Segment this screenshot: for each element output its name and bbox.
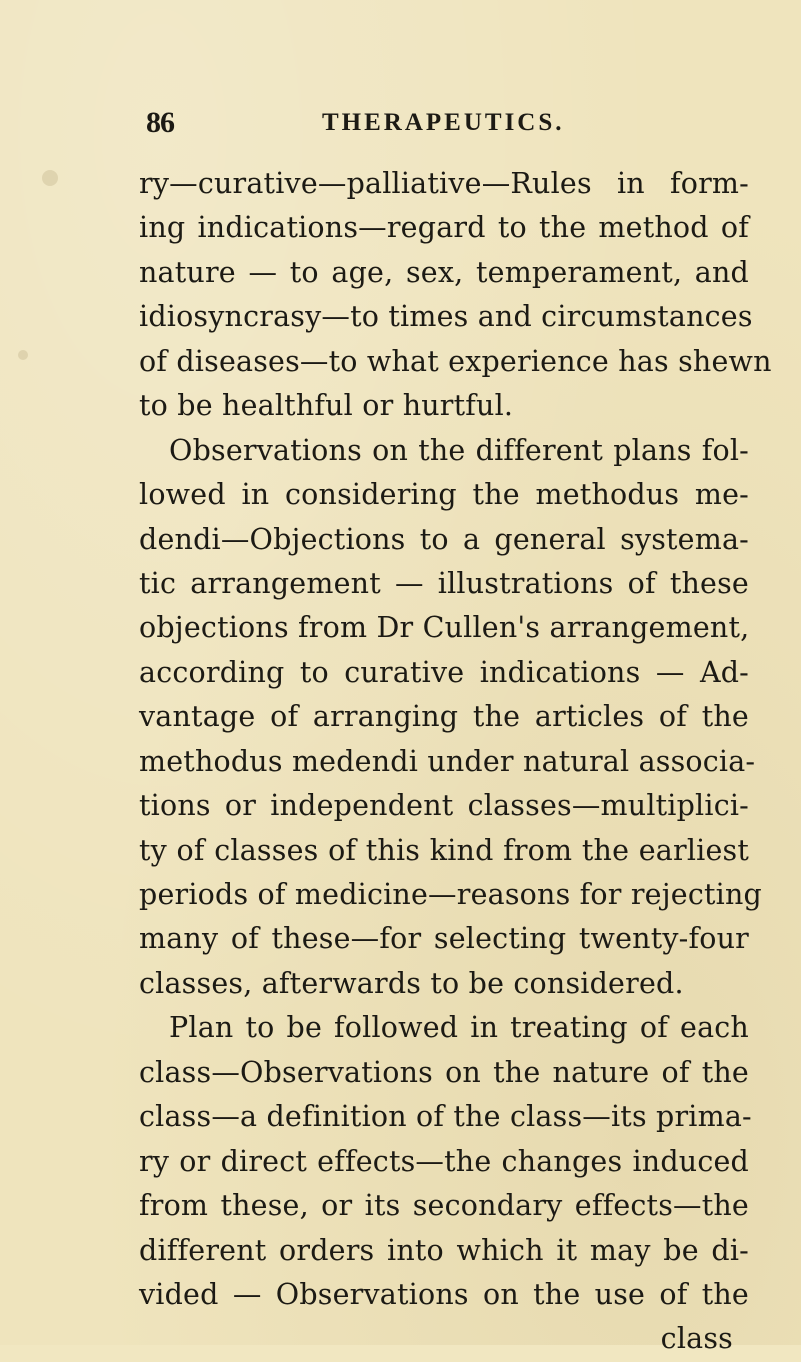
text-line: dendi—Objections to a general systema- [139, 522, 749, 556]
text-line: ty of classes of this kind from the earliest [139, 833, 749, 867]
text-line: idiosyncrasy—to times and circumstances [139, 300, 753, 334]
text-line: vantage of arranging the articles of the [139, 700, 749, 734]
running-title: THERAPEUTICS. [322, 109, 565, 136]
text-line: to be healthful or hurtful. [139, 389, 514, 423]
text-line: lowed in considering the methodus me- [139, 478, 749, 512]
text-line: class—Observations on the nature of the [139, 1055, 749, 1089]
text-line: of diseases—to what experience has shewn [139, 344, 772, 378]
text-line: periods of medicine—reasons for rejecting [139, 878, 762, 911]
text-line: methodus medendi under natural associa- [139, 744, 756, 778]
text-line: class—a definition of the class—its prima- [139, 1100, 752, 1134]
text-line: tic arrangement — illustrations of these [139, 566, 749, 600]
text-line: from these, or its secondary effects—the [139, 1189, 749, 1223]
paper-speck [42, 170, 58, 186]
text-line: many of these—for selecting twenty-four [139, 922, 749, 956]
text-line: ing indications—regard to the method of [139, 211, 749, 245]
page-header [146, 103, 706, 143]
text-line: ry or direct effects—the changes induced [139, 1144, 749, 1178]
text-line: ry—curative—palliative—Rules in form- [139, 167, 749, 200]
text-line: according to curative indications — Ad- [139, 655, 749, 689]
text-line: Observations on the different plans fol- [169, 433, 749, 467]
text-line: tions or independent classes—multiplici- [139, 789, 749, 823]
body-text [139, 162, 772, 1362]
text-line: objections from Dr Cullen's arrangement, [139, 611, 750, 645]
text-line: classes, afterwards to be considered. [139, 966, 684, 1000]
page-number: 86 [146, 106, 174, 139]
paper-speck [18, 350, 28, 360]
text-line: nature — to age, sex, temperament, and [139, 255, 749, 289]
text-line: different orders into which it may be di- [139, 1233, 749, 1267]
text-line: Plan to be followed in treating of each [169, 1011, 749, 1045]
catchword: class [660, 1322, 733, 1356]
text-line: vided — Observations on the use of the [139, 1277, 749, 1311]
